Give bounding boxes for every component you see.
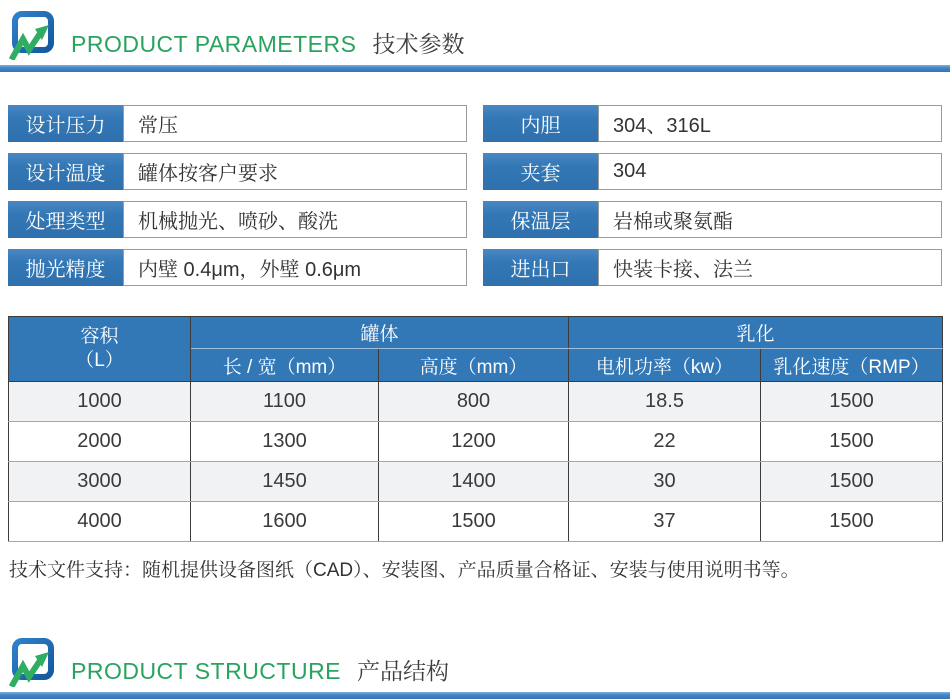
section-title	[71, 639, 449, 686]
col-header-motor-power: 电机功率（kw）	[569, 349, 761, 382]
param-row	[8, 249, 467, 286]
param-label: 进出口	[483, 249, 598, 286]
table-cell: 37	[569, 502, 761, 542]
col-header-emulsify-speed: 乳化速度（RMP）	[761, 349, 943, 382]
table-cell: 1500	[761, 502, 943, 542]
param-row	[483, 105, 942, 142]
table-cell: 1400	[379, 462, 569, 502]
param-label: 设计压力	[8, 105, 123, 142]
col-header-volume-line2: （L）	[75, 350, 124, 371]
param-row	[8, 105, 467, 142]
section-title-en: PRODUCT PARAMETERS	[71, 30, 357, 57]
section-title-zh: 技术参数	[372, 30, 465, 57]
section-title-en: PRODUCT STRUCTURE	[71, 657, 342, 684]
brand-logo-icon	[9, 637, 57, 687]
param-row	[8, 153, 467, 190]
table-cell: 1100	[191, 382, 379, 422]
param-value: 304、316L	[598, 105, 942, 142]
parameters-column-right	[483, 105, 942, 286]
table-cell: 1000	[9, 382, 191, 422]
param-row	[483, 201, 942, 238]
table-cell: 4000	[9, 502, 191, 542]
table-cell: 800	[379, 382, 569, 422]
table-cell: 1200	[379, 422, 569, 462]
table-row	[9, 422, 943, 462]
table-cell: 22	[569, 422, 761, 462]
table-cell: 2000	[9, 422, 191, 462]
table-row	[9, 502, 943, 542]
param-value: 内壁 0.4μm，外壁 0.6μm	[123, 249, 467, 286]
table-row	[9, 382, 943, 422]
param-row	[483, 153, 942, 190]
col-header-volume-line1: 容积	[80, 326, 119, 348]
section-header-parameters	[0, 0, 950, 60]
param-value: 罐体按客户要求	[123, 153, 467, 190]
section-header-structure	[0, 627, 950, 687]
param-value: 常压	[123, 105, 467, 142]
col-group-tank: 罐体	[191, 317, 569, 349]
param-value: 304	[598, 153, 942, 190]
section-divider	[0, 692, 950, 699]
table-cell: 1600	[191, 502, 379, 542]
param-label: 处理类型	[8, 201, 123, 238]
section-title-zh: 产品结构	[357, 657, 450, 684]
table-header-group-row	[9, 317, 943, 349]
param-row	[8, 201, 467, 238]
parameters-column-left	[8, 105, 467, 286]
table-cell: 18.5	[569, 382, 761, 422]
param-value: 快装卡接、法兰	[598, 249, 942, 286]
parameters-grid	[8, 105, 942, 286]
table-cell: 30	[569, 462, 761, 502]
table-cell: 1300	[191, 422, 379, 462]
param-label: 夹套	[483, 153, 598, 190]
section-divider	[0, 65, 950, 72]
col-header-height: 高度（mm）	[379, 349, 569, 382]
brand-logo-icon	[9, 10, 57, 60]
spec-table	[8, 316, 943, 542]
param-value: 岩棉或聚氨酯	[598, 201, 942, 238]
table-cell: 3000	[9, 462, 191, 502]
table-cell: 1500	[761, 462, 943, 502]
param-value: 机械抛光、喷砂、酸洗	[123, 201, 467, 238]
col-header-volume	[9, 317, 191, 382]
param-label: 保温层	[483, 201, 598, 238]
support-note: 技术文件支持：随机提供设备图纸（CAD）、安装图、产品质量合格证、安装与使用说明书等。	[9, 560, 800, 581]
param-label: 设计温度	[8, 153, 123, 190]
table-cell: 1450	[191, 462, 379, 502]
table-cell: 1500	[379, 502, 569, 542]
param-label: 抛光精度	[8, 249, 123, 286]
param-label: 内胆	[483, 105, 598, 142]
param-row	[483, 249, 942, 286]
table-cell: 1500	[761, 422, 943, 462]
table-row	[9, 462, 943, 502]
section-title	[71, 12, 464, 59]
col-header-length-width: 长 / 宽（mm）	[191, 349, 379, 382]
table-cell: 1500	[761, 382, 943, 422]
col-group-emulsify: 乳化	[569, 317, 943, 349]
